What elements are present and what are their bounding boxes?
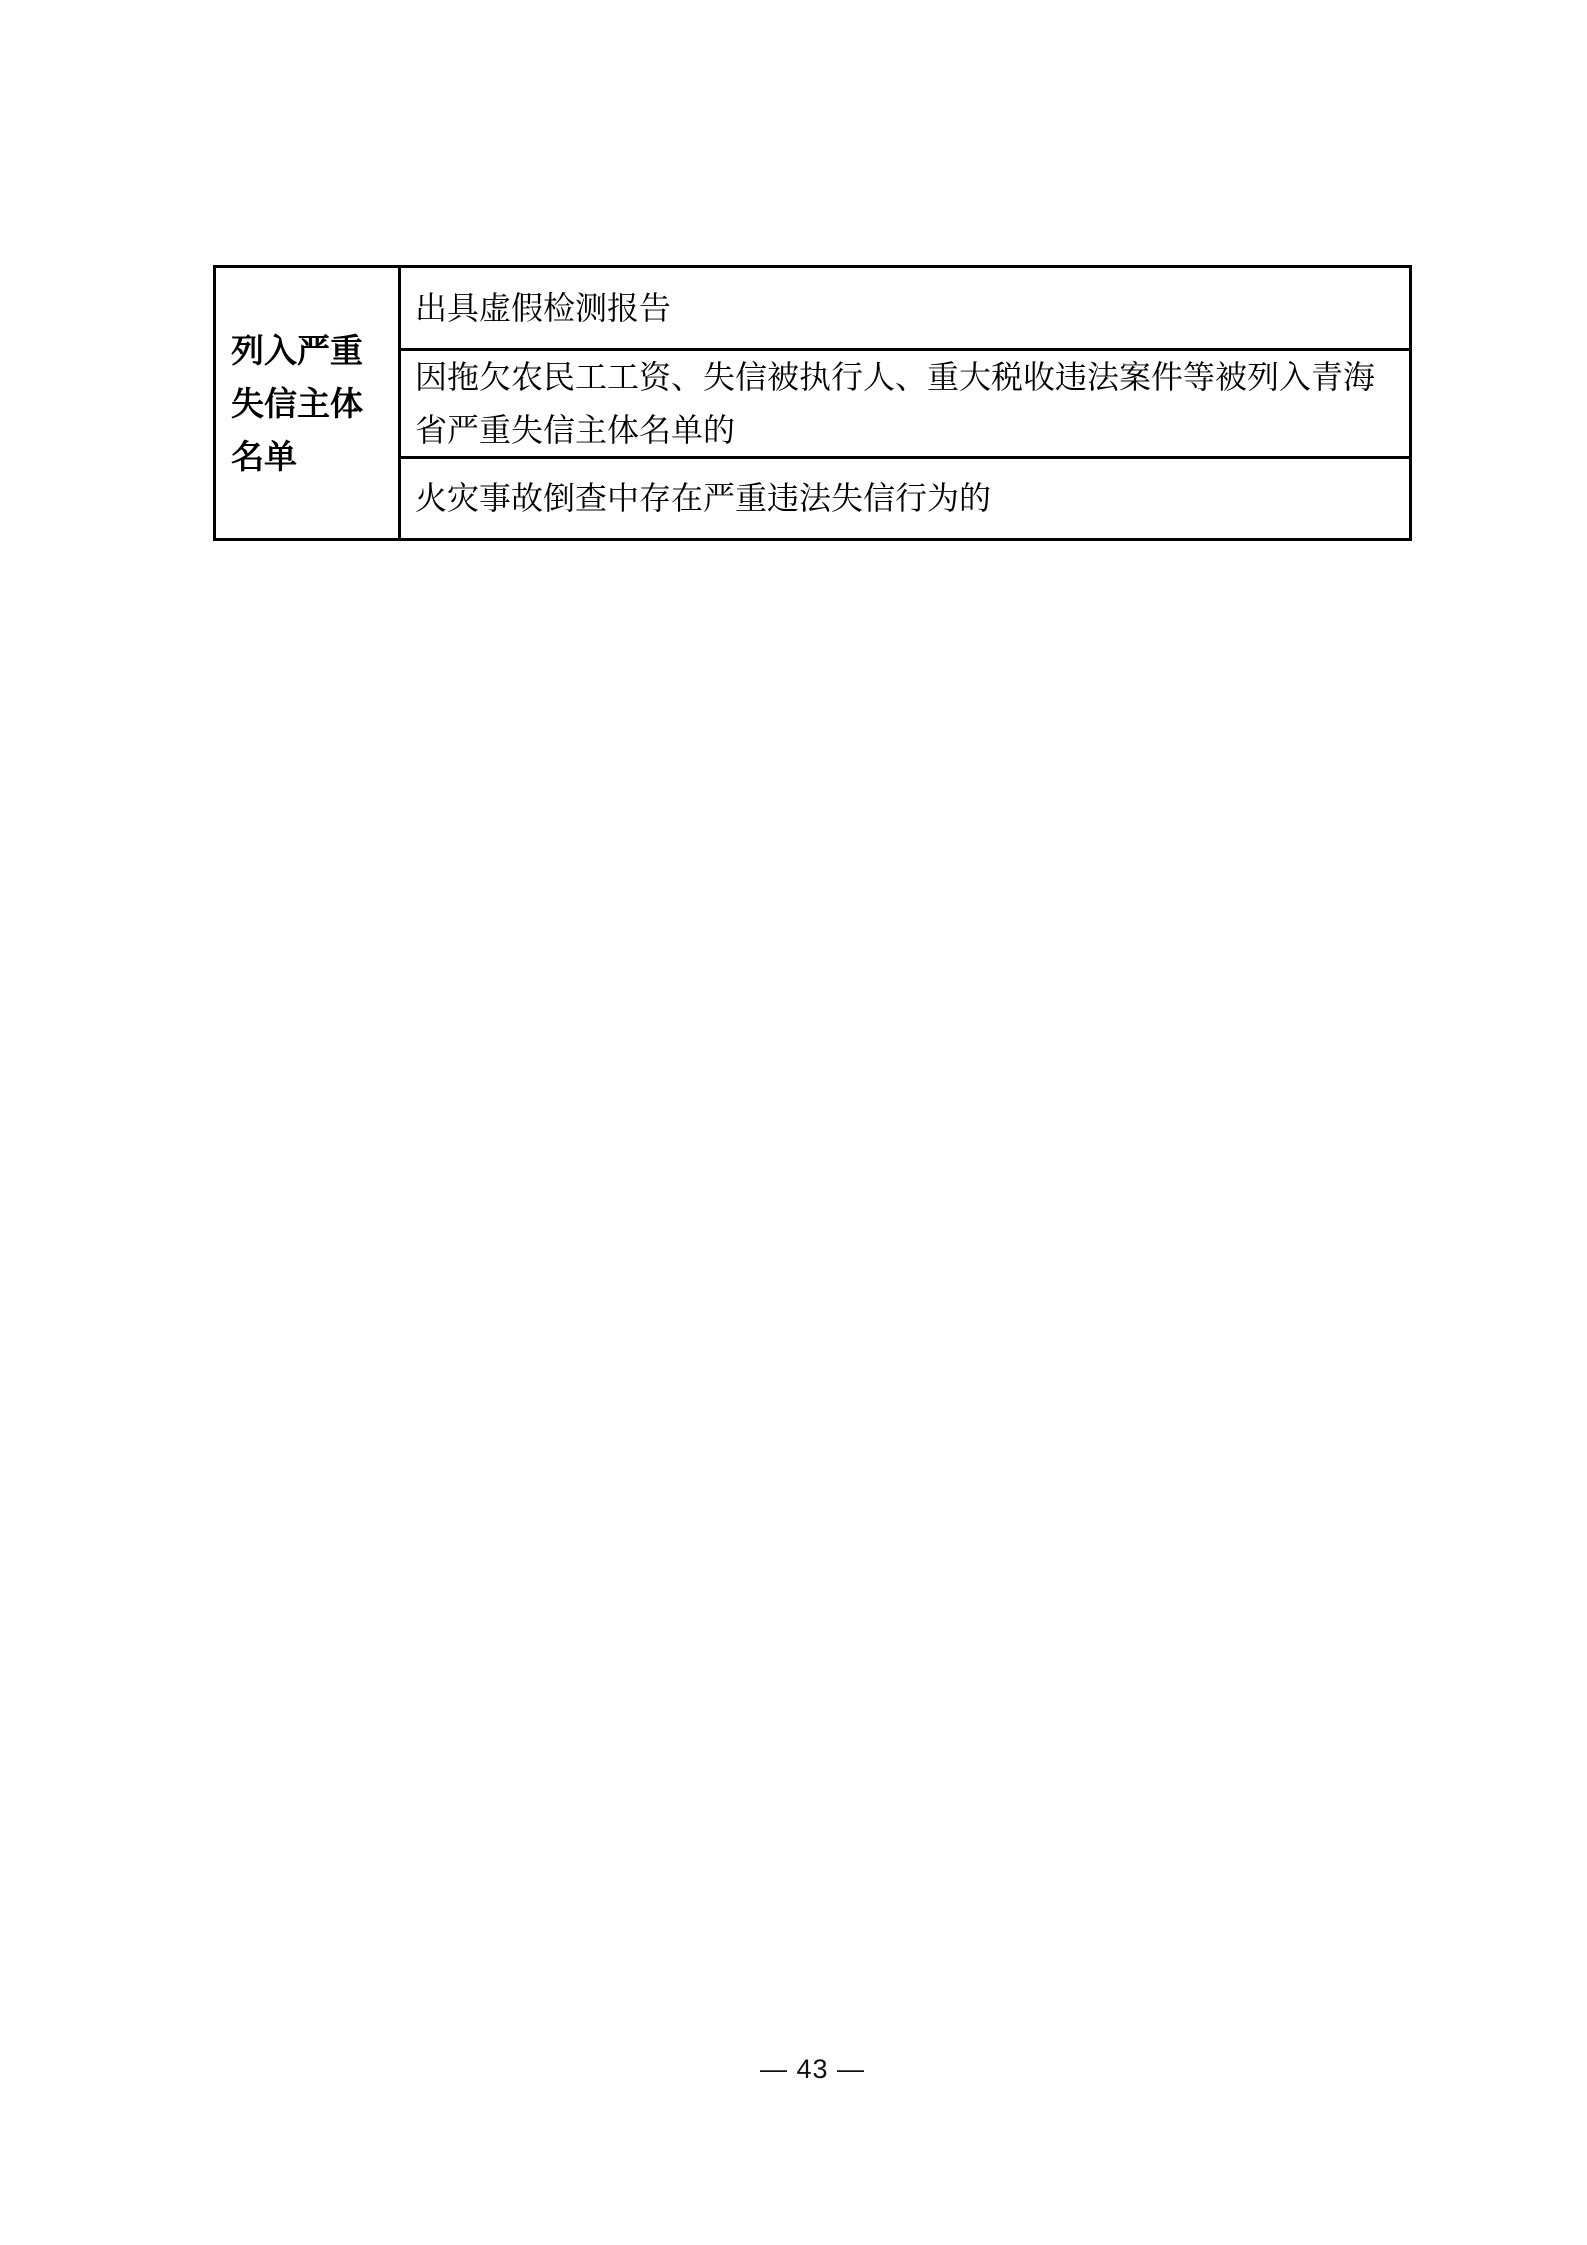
table-cell-text: 火灾事故倒查中存在严重违法失信行为的: [415, 480, 992, 516]
table-cell-text: 出具虚假检测报告: [415, 289, 672, 326]
severe-dishonesty-table: [213, 265, 1412, 541]
table-row: [401, 456, 1409, 538]
table-header-cell: [216, 268, 401, 538]
table-row: [401, 348, 1409, 456]
table-row: [401, 268, 1409, 348]
page-number: — 43 —: [759, 2054, 866, 2084]
table-header-label: 列入严重失信主体名单: [231, 331, 363, 475]
table-cell-text: 因拖欠农民工工资、失信被执行人、重大税收违法案件等被列入青海省严重失信主体名单的: [415, 358, 1376, 448]
